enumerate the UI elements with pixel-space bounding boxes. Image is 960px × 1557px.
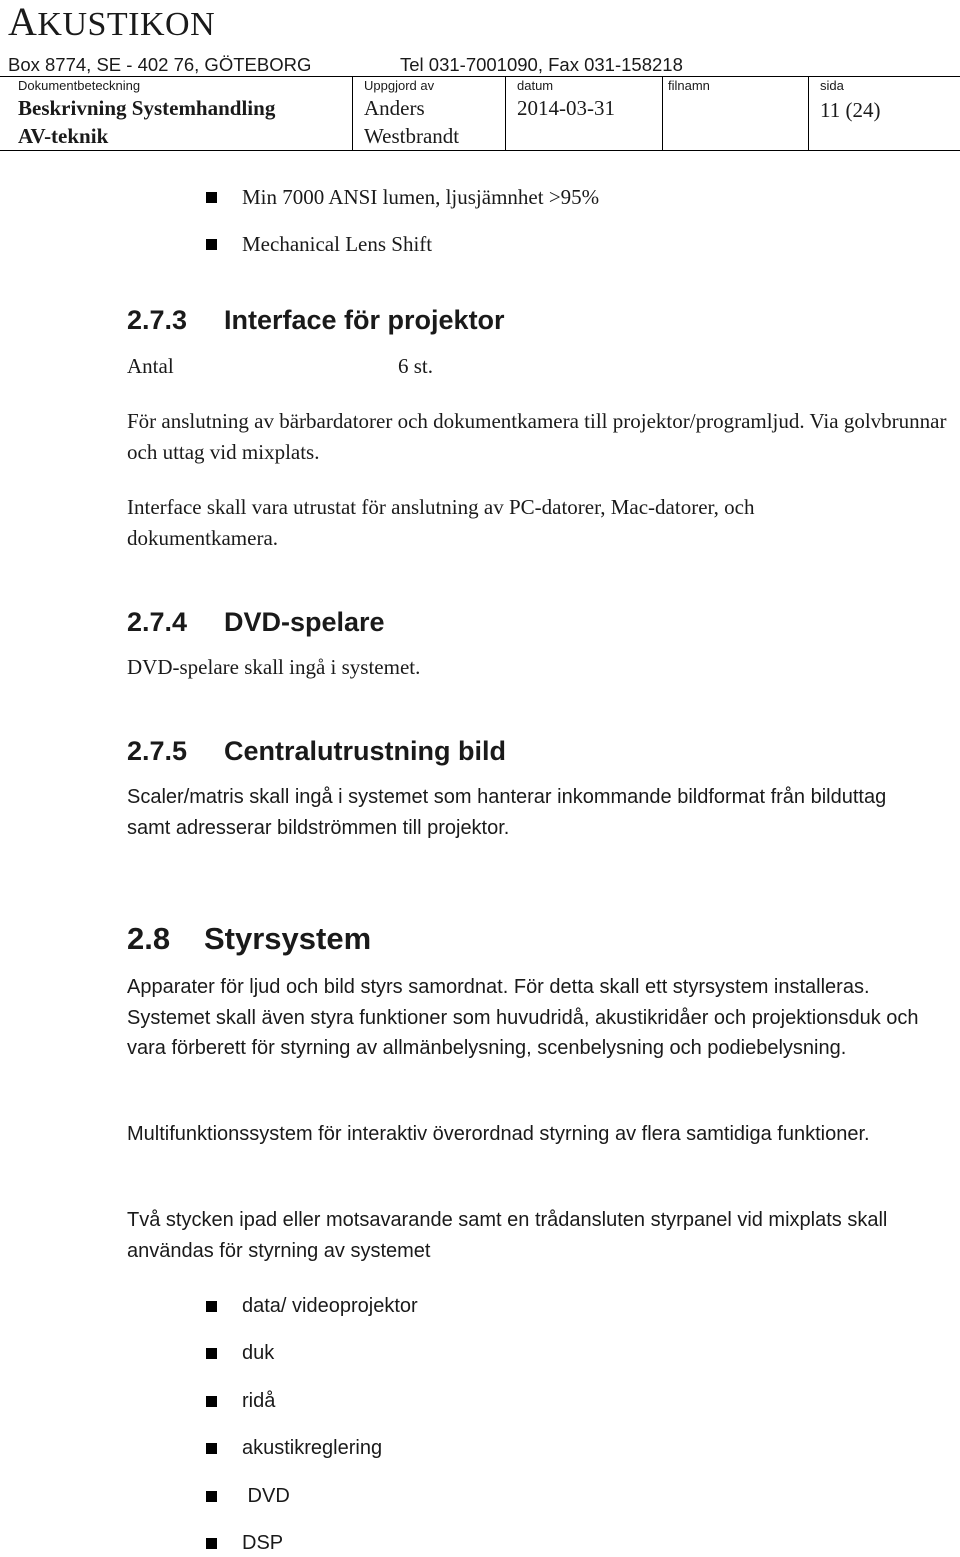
- paragraph: DVD-spelare skall ingå i systemet.: [127, 655, 421, 679]
- section-heading: Centralutrustning bild: [224, 736, 506, 766]
- paragraph: Två stycken ipad eller motsavarande samt en trådansluten styrpanel vid mixplats skall användas för styrning av systemet: [127, 1209, 888, 1262]
- paragraph: Multifunktionssystem för interaktiv överordnad styrning av flera samtidiga funktioner.: [127, 1123, 870, 1145]
- list-item: ridå: [242, 1390, 276, 1412]
- paragraph: Apparater för ljud och bild styrs samordnat. För detta skall ett styrsystem installeras. Systemet skall även styra funktioner som huvudridå, akustikridåer och projektionsduk och vara förberett för styrning av allmänbelysning, scenbelysning och podiebelysning.: [127, 976, 919, 1059]
- header-divider: [352, 77, 353, 150]
- section-number: 2.8: [127, 921, 171, 956]
- section-heading: Styrsystem: [204, 921, 372, 956]
- company-address: Box 8774, SE - 402 76, GÖTEBORG: [8, 54, 312, 75]
- bullet-icon: [206, 1538, 217, 1549]
- header-divider: [505, 77, 506, 150]
- antal-value: 6 st.: [398, 354, 434, 378]
- list-item: Min 7000 ANSI lumen, ljusjämnhet >95%: [242, 185, 600, 209]
- doc-title: Beskrivning Systemhandling: [18, 96, 276, 120]
- section-number: 2.7.3: [127, 305, 188, 335]
- header-rule-bottom: [0, 150, 960, 151]
- date-label: datum: [517, 78, 554, 93]
- bullet-icon: [206, 1301, 217, 1312]
- page-number: 11 (24): [820, 98, 881, 122]
- list-item: akustikreglering: [242, 1437, 383, 1459]
- author-label: Uppgjord av: [364, 78, 435, 93]
- bullet-icon: [206, 1396, 217, 1407]
- list-item: DVD: [242, 1485, 290, 1507]
- paragraph: Scaler/matris skall ingå i systemet som hanterar inkommande bildformat från bilduttag samt adresserar bildströmmen till projektor.: [127, 786, 887, 839]
- section-number: 2.7.5: [127, 736, 188, 766]
- list-item: duk: [242, 1342, 275, 1364]
- bullet-icon: [206, 1491, 217, 1502]
- section-heading: DVD-spelare: [224, 607, 385, 637]
- author-last: Westbrandt: [364, 124, 460, 148]
- company-phone: Tel 031-7001090, Fax 031-158218: [400, 54, 683, 75]
- bullet-icon: [206, 192, 217, 203]
- paragraph: För anslutning av bärbardatorer och dokumentkamera till projektor/programljud. Via golvbrunnar och uttag vid mixplats.: [127, 409, 947, 464]
- bullet-icon: [206, 1348, 217, 1359]
- antal-label: Antal: [127, 354, 174, 378]
- doc-subtitle: AV-teknik: [18, 124, 109, 148]
- section-heading: Interface för projektor: [224, 305, 505, 335]
- author-first: Anders: [364, 96, 425, 120]
- section-number: 2.7.4: [127, 607, 188, 637]
- header-divider: [662, 77, 663, 150]
- list-item: data/ videoprojektor: [242, 1295, 418, 1317]
- company-name: AKUSTIKON: [8, 0, 216, 44]
- bullet-icon: [206, 1443, 217, 1454]
- header-rule-top: [0, 76, 960, 77]
- list-item: Mechanical Lens Shift: [242, 232, 433, 256]
- file-label: filnamn: [668, 78, 710, 93]
- page-label: sida: [820, 78, 844, 93]
- paragraph: Interface skall vara utrustat för anslutning av PC-datorer, Mac-datorer, och dokumentkamera.: [127, 495, 755, 550]
- doc-label: Dokumentbeteckning: [18, 78, 141, 93]
- header-divider: [808, 77, 809, 150]
- bullet-icon: [206, 239, 217, 250]
- doc-date: 2014-03-31: [517, 96, 615, 120]
- list-item: DSP: [242, 1532, 284, 1554]
